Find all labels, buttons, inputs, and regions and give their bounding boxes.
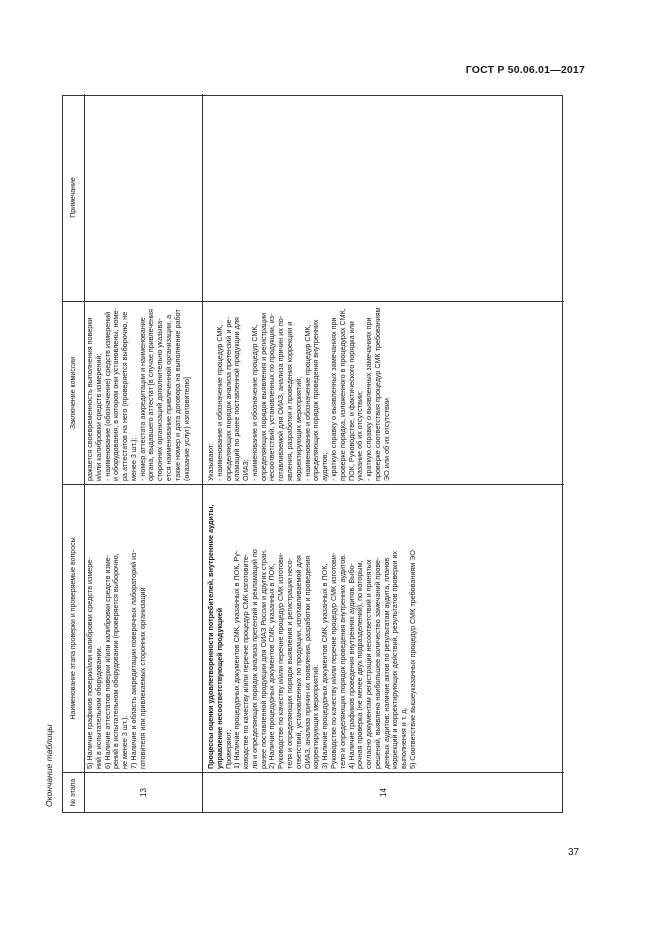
text-line: ответствий, установленных по продукции, изготавливаемой для	[293, 555, 303, 769]
text-line: определяющих порядок проведения внутренних	[311, 319, 321, 481]
text-line: - наименование и обозначение процедур СМК,	[214, 324, 224, 481]
page-header-standard: ГОСТ Р 50.06.01—2017	[465, 64, 585, 76]
text-line: 5) Наличие графиков поверки/или калибровки средств измере-	[85, 557, 94, 769]
rotated-table	[62, 95, 563, 813]
text-line: 7) Наличие и область аккредитации поверочных лабораторий из-	[128, 550, 138, 769]
column-header-stage-number: № этапа	[63, 772, 85, 812]
text-line: рений в испытательном оборудовании (проверяется выборочно,	[111, 553, 121, 769]
page-number: 37	[568, 847, 580, 858]
text-line: теля и определяющих порядок выявления и регистрации несо-	[285, 557, 295, 769]
text-line: ПОК, Руководстве, и фактического порядка или	[346, 321, 356, 481]
text-line: готовителя или привлекаемых сторонних организаций	[137, 587, 147, 769]
text-line: также номер и дата договора на выполнение работ	[172, 309, 182, 481]
text-line: коррекций и корректирующих действий, результатов проверки их	[390, 551, 400, 769]
text-line: несоответствий, установленных по продукции, из-	[267, 313, 277, 481]
table-continuation-label: Окончание таблицы	[44, 724, 54, 807]
text-line: и оборудования, в котором они установлены, номе-	[111, 308, 121, 481]
row-14-number: 14	[203, 772, 564, 812]
text-line: определяющих порядок выявления и регистрации	[258, 313, 268, 481]
text-line: ОИАЗ;	[241, 459, 251, 481]
text-line: не менее 3 шт.).	[120, 715, 130, 769]
column-header-stage-name: Наименование этапа проверки и проверяемые вопросы	[63, 484, 85, 772]
text-line: теля и определяющих порядок проведения внутренних аудитов.	[337, 553, 347, 769]
text-line: 2) Наличие процедурных документов СМК, указанных в ПОК,	[267, 563, 277, 769]
text-line: ется наименование привлеченной организации, а	[164, 314, 174, 481]
text-line: - наименование (обозначение) средств измерений	[102, 311, 112, 481]
text-line: 1) Наличие процедурных документов СМК, указанных в ПОК, Ру-	[232, 550, 242, 769]
text-line: - наименование и обозначение процедур СМК,	[302, 324, 312, 481]
text-line: решений, выявлено наибольшее количество замечаний прове-	[372, 557, 382, 769]
text-line: - краткую справку о выявленных замечаниях при	[328, 317, 338, 481]
row-14-stage-title: Процессы оценки удовлетворенности потребителей, внутренние аудиты, управление несоответствующей продукцией	[206, 504, 224, 769]
text-line: Руководстве по качеству и/или перечне процедур СМК изготови-	[276, 552, 286, 769]
text-line: ний в испытательном оборудовании.	[93, 646, 103, 769]
text-line: выполнения и т. д.	[399, 707, 409, 769]
text-line: 5) Соответствие вышеуказанных процедур СМК требованиям ЭО	[407, 550, 417, 769]
text-line: согласно документам регистрации несоответствий и принятых	[364, 559, 374, 769]
text-line: ОИАЗ, анализа причин их появления, разработки и проведения	[302, 555, 312, 769]
text-line: ля и определяющих порядок анализа претензий и рекламаций по	[249, 549, 259, 769]
text-line: ра аттестатов на него (проверяется выборочно, не	[120, 311, 130, 481]
row-14-note	[203, 94, 564, 301]
text-line: определяющих порядок анализа претензий и ре-	[223, 317, 233, 481]
row-13-stage-text	[85, 484, 203, 772]
text-line: сторонних организаций дополнительно указыва-	[155, 318, 165, 481]
column-header-conclusion: Заключение комиссии	[63, 301, 85, 484]
row-13-number: 13	[85, 772, 203, 812]
text-line: ководстве по качеству и/или перечне процедур СМК изготовите-	[241, 553, 251, 769]
text-line: ражается своевременность выполнения поверки	[85, 317, 94, 481]
text-line: (оказание услуг) изготовителю]	[181, 377, 191, 481]
text-line: проверке порядка, изложенного в процедурах СМК,	[337, 308, 347, 481]
text-line: и/или калибровки средств измерений;	[93, 353, 103, 481]
text-line: - наименование и обозначение процедур СМК,	[249, 324, 259, 481]
text-line: корректирующих мероприятий.	[311, 664, 321, 769]
text-line: указание об их отсутствии;	[355, 391, 365, 481]
text-line: проверке соответствия процедур СМК требованиям	[372, 307, 382, 481]
text-line: готавливаемой для ОИАЗ, анализа причин их по-	[276, 315, 286, 481]
text-line: Проверяют:	[223, 729, 233, 769]
row-13-conclusion	[85, 301, 203, 484]
text-line: ЭО или об их отсутствии	[381, 398, 391, 481]
text-line: явления, разработки и проведения коррекции и	[285, 321, 295, 481]
text-line: денных аудитов: наличие актов по результатам аудита, планов	[381, 557, 391, 769]
text-line: корректирующих мероприятий;	[293, 376, 303, 481]
text-line: менее 3 шт.);	[128, 437, 138, 481]
row-13-note	[85, 94, 203, 301]
text-line: ранее поставленной продукции для ОИАЗ России и других стран.	[258, 549, 268, 769]
row-14-stage-text	[203, 484, 564, 772]
text-line: Указывают:	[206, 442, 215, 481]
text-line: органа, выдавшего аттестат [в случае привлечения	[146, 309, 156, 481]
text-line: 4) Наличие графиков проведения внутренних аудитов. Выбо-	[346, 563, 356, 769]
text-line: кламаций по ранее поставленной продукции для	[232, 317, 242, 481]
text-line: - номер аттестата аккредитации и наименование	[137, 317, 147, 481]
text-line: - краткую справку о выявленных замечаниях при	[364, 317, 374, 481]
row-14-conclusion	[203, 301, 564, 484]
text-line: Руководстве по качеству и/или перечне процедур СМК изготови-	[328, 552, 338, 769]
text-line: рочная проверка (не менее двух подразделений), по которым,	[355, 560, 365, 769]
text-line: 6) Наличие аттестатов поверки и/или калибровки средств изме-	[102, 554, 112, 769]
column-header-note: Примечание	[63, 94, 85, 301]
text-line: 3) Наличие процедурных документов СМК, указанных в ПОК,	[320, 563, 330, 769]
text-line: аудитов;	[320, 452, 330, 481]
